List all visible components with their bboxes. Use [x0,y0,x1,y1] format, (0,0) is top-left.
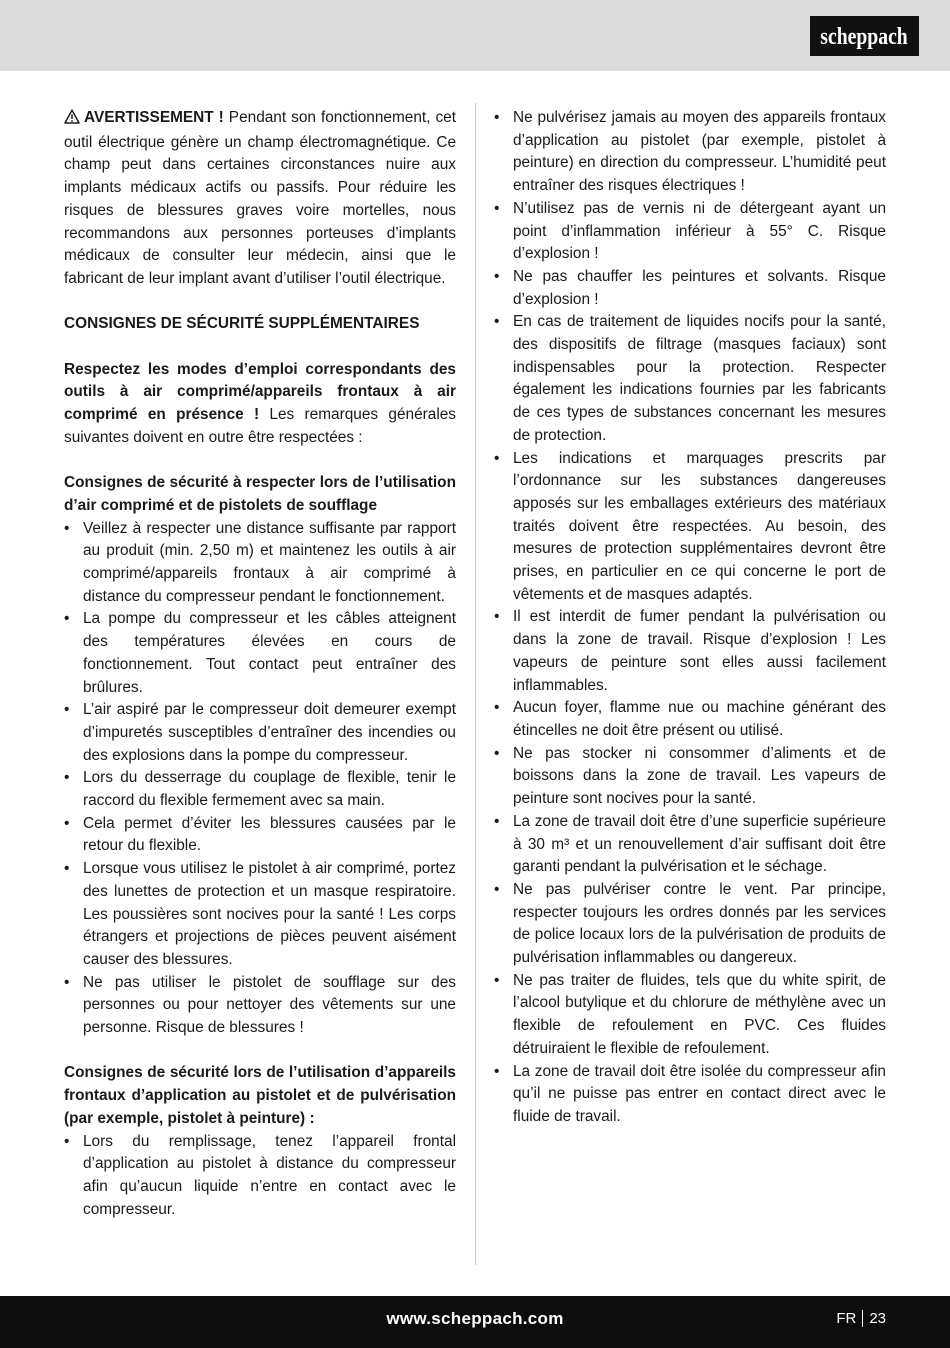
list-item: • Les indications et marquages prescrits par l’ordonnance sur les substances dangereuses apposés sur les emballages extérieurs des matériaux traités doivent être respectées. Au besoin, des mesures de protection supplémentaires devront être prises, en particulier en ce qui concerne le port de vêtements et de masques adaptés. [494,448,886,607]
list-item: • Veillez à respecter une distance suffisante par rapport au produit (min. 2,50 m) et maintenez les outils à air comprimé/appareils frontaux à air comprimé à distance du compresseur pendant le fonctionnement. [64,518,456,609]
list-item: • Ne pas traiter de fluides, tels que du white spirit, de l’alcool butylique et du chlorure de méthylène avec un flexible de refoulement en PVC. Ces fluides détruiraient le flexible de refoulement. [494,970,886,1061]
list-item: • Lors du remplissage, tenez l’appareil frontal d’application au pistolet à distance du compresseur afin qu’aucun liquide n’entre en contact avec le compresseur. [64,1131,456,1222]
spray-list-right [494,107,886,1129]
list-item: • N’utilisez pas de vernis ni de détergeant ayant un point d’inflammation inférieur à 55° C. Risque d’explosion ! [494,198,886,266]
list-item: • L’air aspiré par le compresseur doit demeurer exempt d’impuretés susceptibles d’entraîner des incendies ou des explosions dans la pompe du compresseur. [64,699,456,767]
logo-text: scheppach [820,22,908,50]
language-code: FR [836,1310,857,1327]
section-heading: CONSIGNES DE SÉCURITÉ SUPPLÉMENTAIRES [64,315,420,333]
spray-list-left [64,1131,456,1222]
column-divider [475,103,476,1265]
subsection-heading-spray: Consignes de sécurité lors de l’utilisation d’appareils frontaux d’application au pistolet et de pulvérisation (par exemple, pistolet à peinture) : [64,1064,456,1127]
list-item: • Ne pas chauffer les peintures et solvants. Risque d’explosion ! [494,266,886,311]
list-item: • Il est interdit de fumer pendant la pulvérisation ou dans la zone de travail. Risque d’explosion ! Les vapeurs de peinture sont elles aussi facilement inflammables. [494,606,886,697]
footer-separator [862,1310,863,1327]
list-item: • Lorsque vous utilisez le pistolet à air comprimé, portez des lunettes de protection et un masque respiratoire. Les poussières sont nocives pour la santé ! Les corps étrangers et projections de pièces peuvent aisément causer des blessures. [64,858,456,972]
intro-bold: Respectez les modes d’emploi correspondants des outils à air comprimé/appareils frontaux à air comprimé en présence ! [64,360,456,424]
compressed-air-list [64,518,456,1040]
list-item: • Lors du desserrage du couplage de flexible, tenir le raccord du flexible fermement avec sa main. [64,767,456,812]
page-footer [0,1296,950,1348]
warning-triangle-icon [64,109,80,132]
subsection-heading-compressed-air: Consignes de sécurité à respecter lors de l’utilisation d’air comprimé et de pistolets de soufflage [64,474,456,514]
page-indicator [836,1310,886,1327]
intro-text: Les remarques générales suivantes doivent en outre être respectées : [64,406,456,446]
list-item: • Aucun foyer, flamme nue ou machine générant des étincelles ne doit être présent ou utilisé. [494,697,886,742]
list-item: • Ne pas stocker ni consommer d’aliments et de boissons dans la zone de travail. Les vapeurs de peinture sont nocives pour la santé. [494,743,886,811]
intro-paragraph [64,359,456,450]
warning-paragraph [64,107,456,291]
list-item: • Ne pulvérisez jamais au moyen des appareils frontaux d’application au pistolet (par exemple, pistolet à peinture) en direction du compresseur. L’humidité peut entraîner des risques électriques ! [494,107,886,198]
list-item: • Ne pas pulvériser contre le vent. Par principe, respecter toujours les ordres donnés par les services de police locaux lors de la pulvérisation de produits de pulvérisation inflammables ou dangereux. [494,879,886,970]
website-link[interactable]: www.scheppach.com [386,1309,564,1328]
page-number: 23 [869,1310,886,1327]
list-item: • Cela permet d’éviter les blessures causées par le retour du flexible. [64,813,456,858]
scheppach-logo [810,16,919,56]
list-item: • En cas de traitement de liquides nocifs pour la santé, des dispositifs de filtrage (masques faciaux) sont indispensables pour la protection. Respecter également les indications fournies par les fabricants de ces types de substances concernant les mesures de protection. [494,311,886,447]
warning-text: Pendant son fonctionnement, cet outil électrique génère un champ électromagnétique. Ce champ peut dans certaines circonstances nuire aux implants médicaux actifs ou passifs. Pour réduire les risques de blessures graves voire mortelles, nous recommandons aux personnes porteuses d’implants médicaux de consulter leur médecin, ainsi que le fabricant de leur implant avant d’utiliser l’outil électrique. [64,109,456,287]
list-item: • La zone de travail doit être isolée du compresseur afin qu’il ne puisse pas entrer en contact direct avec le fluide de travail. [494,1061,886,1129]
left-column [64,107,456,1221]
list-item: • La pompe du compresseur et les câbles atteignent des températures élevées en cours de fonctionnement. Tout contact peut entraîner des brûlures. [64,608,456,699]
list-item: • La zone de travail doit être d’une superficie supérieure à 30 m³ et un renouvellement d’air suffisant doit être garanti pendant la pulvérisation et le séchage. [494,811,886,879]
list-item: • Ne pas utiliser le pistolet de soufflage sur des personnes ou pour nettoyer des vêtements sur une personne. Risque de blessures ! [64,972,456,1040]
warning-label: AVERTISSEMENT ! [84,109,224,126]
right-column [494,107,886,1129]
page-header [0,0,950,71]
